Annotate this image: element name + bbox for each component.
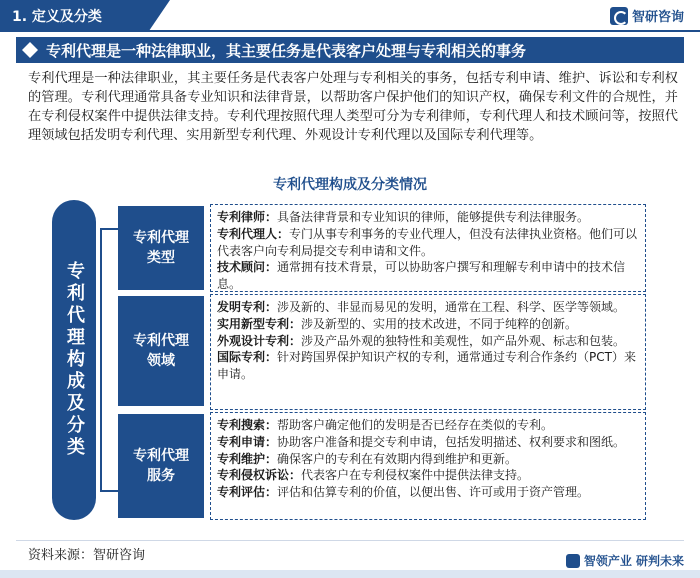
section-title: 1. 定义及分类 xyxy=(12,9,102,25)
detail-box-service xyxy=(210,412,646,520)
diagram-title: 专利代理构成及分类情况 xyxy=(273,177,427,193)
category-field-label: 专利代理领域 xyxy=(133,333,189,369)
category-type-label: 专利代理类型 xyxy=(133,230,189,266)
bottom-band xyxy=(0,570,700,578)
source-note: 资料来源：智研咨询 xyxy=(28,548,146,563)
detail-item: 实用新型专利：涉及新型的、实用的技术改进，不同于纯粹的创新。 xyxy=(217,316,578,331)
detail-item: 发明专利：涉及新的、非显而易见的发明，通常在工程、科学、医学等领域。 xyxy=(217,300,626,314)
header-divider xyxy=(0,30,700,32)
slogan-text: 智领产业 研判未来 xyxy=(583,554,684,568)
footer-slogan xyxy=(566,552,684,569)
detail-item: 技术顾问：通常拥有技术背景，可以协助客户撰写和理解专利申请中的技术信息。 xyxy=(217,260,626,292)
detail-item: 专利搜索：帮助客户确定他们的发明是否已经存在类似的专利。 xyxy=(217,418,554,432)
detail-item: 专利代理人：专门从事专利事务的专业代理人，但没有法律执业资格。他们可以代表客户向专利局提交专利申请和文件。 xyxy=(217,226,638,258)
category-field xyxy=(118,296,204,406)
detail-item: 专利侵权诉讼：代表客户在专利侵权案件中提供法律支持。 xyxy=(217,468,530,483)
category-service-label: 专利代理服务 xyxy=(133,448,189,484)
detail-item: 外观设计专利：涉及产品外观的独特性和美观性，如产品外观、标志和包装。 xyxy=(217,333,626,348)
diagram-connector xyxy=(100,228,118,492)
detail-box-field xyxy=(210,294,646,410)
detail-item: 专利维护：确保客户的专利在有效期内得到维护和更新。 xyxy=(217,451,518,466)
detail-item: 专利律师：具备法律背景和专业知识的律师，能够提供专利法律服务。 xyxy=(217,210,590,224)
brand-logo-icon xyxy=(566,554,580,568)
diagram-root xyxy=(52,200,96,520)
detail-item: 国际专利：针对跨国界保护知识产权的专利，通常通过专利合作条约（PCT）来申请。 xyxy=(217,350,636,382)
headline-banner xyxy=(16,37,684,63)
brand-logo-text: 智研咨询 xyxy=(631,10,684,25)
footer-divider xyxy=(16,540,684,541)
detail-item: 专利申请：协助客户准备和提交专利申请，包括发明描述、权利要求和图纸。 xyxy=(217,434,626,449)
category-type xyxy=(118,206,204,290)
intro-paragraph: 专利代理是一种法律职业，其主要任务是代表客户处理与专利相关的事务，包括专利申请、维护、诉讼和专利权的管理。专利代理通常具备专业知识和法律背景，以帮助客户保护他们的知识产权，确保专利文件的合规性，并在专利侵权案件中提供法律支持。专利代理按照代理人类型可分为专利律师，专利代理人和技术顾问等，按照代理领域包括发明专利代理、实用新型专利代理、外观设计专利代理以及国际专利代理等。 xyxy=(28,71,678,143)
headline-text: 专利代理是一种法律职业，其主要任务是代表客户处理与专利相关的事务 xyxy=(46,41,527,60)
detail-item: 专利评估：评估和估算专利的价值，以便出售、许可或用于资产管理。 xyxy=(217,485,590,500)
brand-logo-icon xyxy=(610,7,628,25)
category-service xyxy=(118,414,204,518)
top-bar xyxy=(0,0,700,30)
diamond-marker-icon xyxy=(22,42,38,58)
diagram-root-label: 专利代理构成及分类 xyxy=(64,261,85,459)
detail-box-type xyxy=(210,204,646,292)
brand-logo xyxy=(610,6,684,25)
